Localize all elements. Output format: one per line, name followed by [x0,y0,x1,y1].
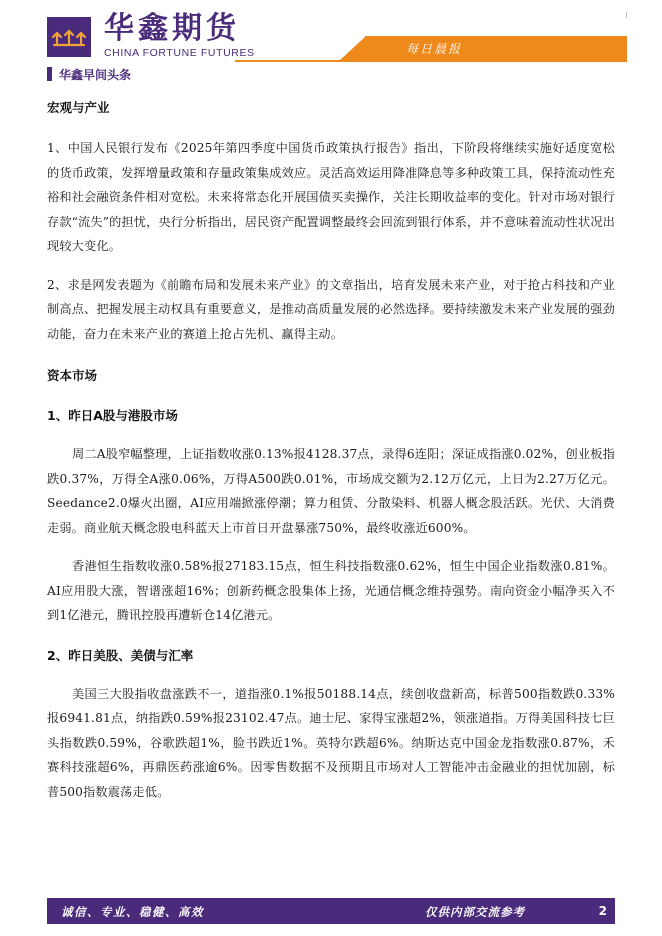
a-share-paragraph: 周二A股窄幅整理，上证指数收涨0.13%报4128.37点，录得6连阳；深证成指涨0.02%，创业板指跌0.37%，万得全A涨0.06%，万得A500跌0.01%，市场成交额为2.12万亿元，上日为2.27万亿元。Seedance2.0爆火出圈，AI应用端掀涨停潮；算力租赁、分散染料、机器人概念股活跃。光伏、大消费走弱。商业航天概念股电科蓝天上市首日开盘暴涨750%，最终收涨近600%。 [47,447,615,535]
header-band [365,36,627,60]
footer-disclaimer: 仅供内部交流参考 [425,905,525,919]
logo-chinese-name: 华鑫期货 [104,11,240,46]
macro-heading: 宏观与产业 [47,100,110,115]
section-tag-bar [47,67,52,81]
us-market-heading: 2、昨日美股、美债与汇率 [47,647,194,663]
a-hk-market-heading: 1、昨日A股与港股市场 [47,408,178,423]
report-type-label: 每日晨报 [406,42,463,56]
capital-heading: 资本市场 [47,368,98,383]
section-tag [47,66,131,82]
logo-english-name: CHINA FORTUNE FUTURES [104,47,255,59]
section-tag-label: 华鑫早间头条 [59,67,132,82]
header-band-slant [340,36,366,60]
footer-slogan: 诚信、专业、稳健、高效 [61,905,204,919]
macro-paragraph-2: 2、求是网发表题为《前瞻布局和发展未来产业》的文章指出，培育发展未来产业，对于抢占科技和产业制高点、把握发展主动权具有重要意义，是推动高质量发展的必然选择。要持续激发未来产业发展的强劲动能，奋力在未来产业的赛道上抢占先机、赢得主动。 [47,277,615,341]
report-body [47,98,615,804]
page-header [0,0,662,75]
company-logo-icon [47,17,91,57]
hk-market-paragraph: 香港恒生指数收涨0.58%报27183.15点，恒生科技指数涨0.62%，恒生中国企业指数涨0.81%。AI应用股大涨，智谱涨超16%；创新药概念股集体上扬，光通信概念维持强势。南向资金小幅净买入不到1亿港元，腾讯控股再遭斩仓14亿港元。 [47,559,615,622]
macro-paragraph-1: 1、中国人民银行发布《2025年第四季度中国货币政策执行报告》指出，下阶段将继续实施好适度宽松的货币政策，发挥增量政策和存量政策集成效应。灵活高效运用降准降息等多种政策工具，保持流动性充裕和社会融资条件相对宽松。未来将常态化开展国债买卖操作，关注长期收益率的变化。针对市场对银行存款“流失”的担忧，央行分析指出，居民资产配置调整最终会回流到银行体系，并不意味着流动性状况出现较大变化。 [47,141,615,253]
page-footer [47,898,615,924]
us-market-paragraph: 美国三大股指收盘涨跌不一，道指涨0.1%报50188.14点，续创收盘新高，标普500指数跌0.33%报6941.81点，纳指跌0.59%报23102.47点。迪士尼、家得宝涨超2%，领涨道指。万得美国科技七巨头指数跌0.59%，谷歌跌超1%，脸书跌近1%。英特尔跌超6%。纳斯达克中国金龙指数涨0.87%，禾赛科技涨超6%，再鼎医药涨逾6%。因零售数据不及预期且市场对人工智能冲击金融业的担忧加剧，标普500指数震荡走低。 [47,686,615,799]
corner-mark [626,12,627,18]
header-divider [235,60,627,62]
page-number: 2 [598,904,607,918]
